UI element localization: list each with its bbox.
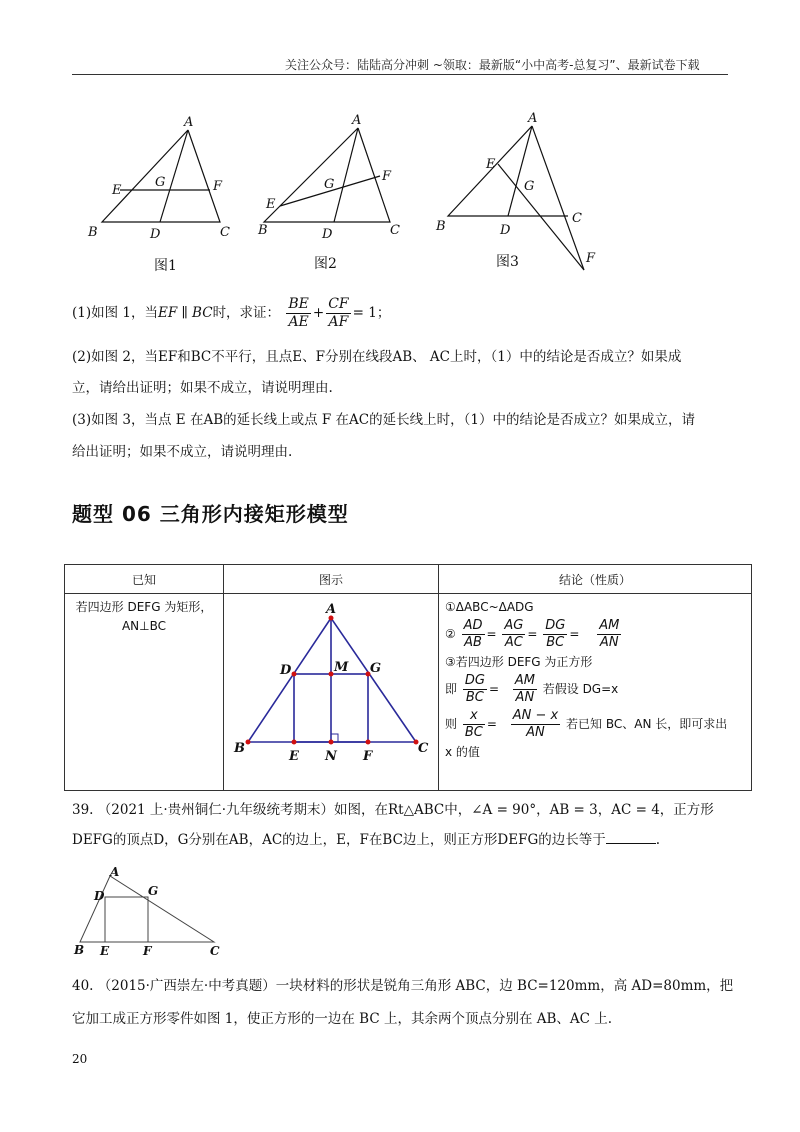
fig2-label-e: E	[266, 197, 276, 212]
model-label-c: C	[418, 741, 429, 756]
q39-label-c: C	[210, 944, 220, 958]
fig3-caption: 图3	[496, 254, 519, 270]
question-39-line-1: 39. （2021 上·贵州铜仁·九年级统考期末）如图，在Rt△ABC中，∠A = 90°，AB = 3，AC = 4，正方形	[72, 802, 714, 818]
q39-line-2-end: .	[655, 832, 661, 848]
q1-plus: +	[312, 305, 325, 321]
conclusion-1: ①ΔABC~ΔADG	[445, 600, 534, 614]
header-divider	[72, 74, 728, 75]
figure-cell	[224, 594, 439, 791]
q1-prefix: (1)如图 1，当	[72, 305, 159, 321]
known-cell: 若四边形 DEFG 为矩形，AN⊥BC	[65, 594, 224, 791]
header-conclusion: 结论（性质）	[439, 565, 752, 594]
fig3-label-f: F	[586, 251, 596, 266]
q1-end: = 1；	[352, 305, 391, 321]
fig1-caption: 图1	[154, 258, 177, 274]
q39-label-e: E	[100, 944, 110, 958]
q39-label-g: G	[148, 884, 159, 898]
question-3-line-2: 给出证明；如果不成立，请说明理由.	[72, 444, 293, 460]
conclusion-5: 则 $\frac{x}{BC}$ = $\frac{AN - x}{AN}$ 若已知 BC、AN 长，即可求出	[445, 708, 728, 740]
fig1-label-a: A	[184, 115, 194, 130]
q1-mid: 时，求证：	[212, 305, 281, 321]
top-figures	[80, 110, 600, 280]
page-number: 20	[72, 1052, 88, 1066]
q39-label-f: F	[143, 944, 152, 958]
q39-label-b: B	[74, 943, 85, 957]
header-known: 已知	[65, 565, 224, 594]
fig1-label-c: C	[220, 225, 230, 240]
question-3-line-1: (3)如图 3，当点 E 在AB的延长线上或点 F 在AC的延长线上时，（1）中的结论是否成立？如果成立，请	[72, 412, 695, 428]
fig2-label-b: B	[258, 223, 268, 238]
model-table	[64, 564, 752, 791]
conclusion-cell	[439, 594, 752, 791]
question-39-line-2	[72, 830, 660, 850]
fig1-label-e: E	[112, 183, 122, 198]
fig3-label-d: D	[500, 223, 511, 238]
fig1-label-f: F	[213, 179, 223, 194]
conclusion-5-tail: x 的值	[445, 745, 480, 759]
question-40-line-1: 40. （2015·广西崇左·中考真题）一块材料的形状是锐角三角形 ABC，边 BC=120mm，高 AD=80mm，把	[72, 978, 734, 994]
fig3-label-e: E	[486, 157, 496, 172]
conclusion-4: 即 $\frac{DG}{BC}$ = $\frac{AM}{AN}$ 若假设 DG=x	[445, 673, 619, 705]
fig2-label-d: D	[322, 227, 333, 242]
section-title: 题型 06 三角形内接矩形模型	[72, 502, 349, 526]
question-39-figure	[72, 866, 232, 958]
model-label-m: M	[334, 660, 349, 675]
figure-2	[257, 113, 400, 272]
fig2-label-a: A	[352, 113, 362, 128]
question-2-line-2: 立，请给出证明；如果不成立，请说明理由.	[72, 380, 333, 396]
figure-3	[435, 111, 596, 270]
fig2-label-f: F	[382, 169, 392, 184]
question-40-line-2: 它加工成正方形零件如图 1，使正方形的一边在 BC 上，其余两个顶点分别在 AB、AC 上.	[72, 1011, 613, 1027]
fig3-label-a: A	[528, 111, 538, 126]
question-2-line-1: (2)如图 2，当EF和BC不平行，且点E、F分别在线段AB、 AC上时，（1）中的结论是否成立？如果成	[72, 349, 682, 365]
conclusion-2: ② $\frac{AD}{AB}$ = $\frac{AG}{AC}$ = $\frac{DG}{BC}$ = $\frac{AM}{AN}$	[445, 618, 620, 650]
q1-condition: EF ∥ BC	[158, 305, 213, 321]
answer-blank	[606, 831, 656, 844]
fig3-label-c: C	[572, 211, 582, 226]
conclusion-3: ③若四边形 DEFG 为正方形	[445, 655, 593, 669]
model-label-n: N	[325, 749, 337, 764]
fig2-caption: 图2	[314, 256, 337, 272]
inscribed-rectangle-diagram	[224, 594, 438, 790]
fig2-label-g: G	[324, 177, 335, 192]
q39-line-2-text: DEFG的顶点D，G分别在AB，AC的边上，E，F在BC边上，则正方形DEFG的边长等于	[72, 832, 606, 848]
figure-1	[87, 115, 230, 274]
q1-fraction-cf-af: $\frac{CF}{AF}$	[328, 296, 349, 330]
q39-label-a: A	[110, 866, 120, 879]
fig1-label-b: B	[88, 225, 98, 240]
model-label-b: B	[234, 741, 245, 756]
fig1-label-d: D	[150, 227, 161, 242]
question-1	[72, 296, 390, 331]
model-label-e: E	[289, 749, 299, 764]
model-label-f: F	[363, 749, 373, 764]
fig3-label-b: B	[436, 219, 446, 234]
fig2-label-c: C	[390, 223, 400, 238]
header-figure: 图示	[224, 565, 439, 594]
model-label-a: A	[326, 602, 337, 617]
fig3-label-g: G	[524, 179, 535, 194]
page-header: 关注公众号：陆陆高分冲刺 ~领取：最新版“小中高考-总复习”、最新试卷下载	[285, 58, 700, 72]
q39-label-d: D	[94, 889, 105, 903]
fig1-label-g: G	[155, 175, 166, 190]
q1-fraction-be-ae: $\frac{BE}{AE}$	[288, 296, 309, 330]
model-label-g: G	[370, 661, 382, 676]
model-label-d: D	[280, 663, 292, 678]
